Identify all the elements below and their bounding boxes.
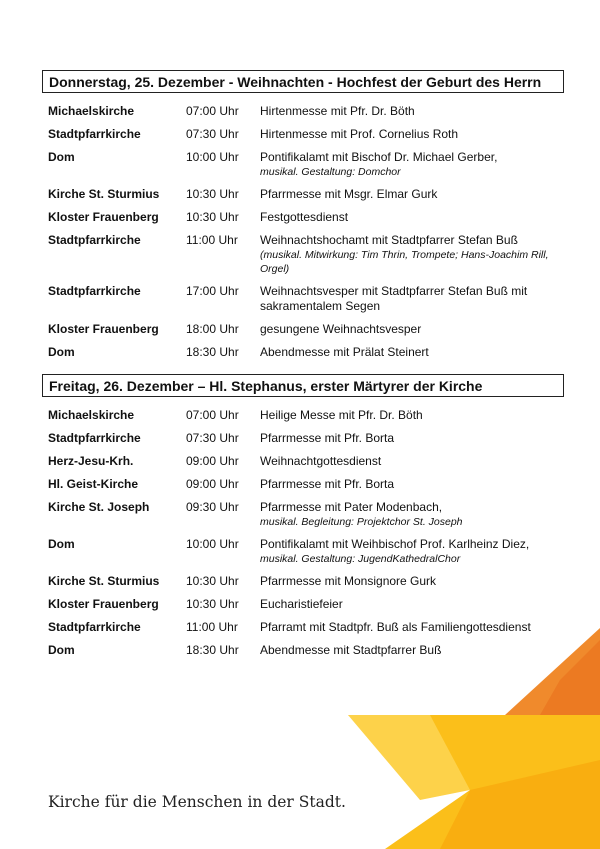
service-description [260, 537, 564, 566]
church-name: Kirche St. Joseph [48, 500, 150, 514]
schedule-row [42, 345, 564, 360]
schedule-row [42, 210, 564, 225]
schedule-row [42, 477, 564, 492]
service-title: Pfarrmesse mit Pater Modenbach, [260, 500, 443, 514]
service-time: 10:00 Uhr [186, 537, 239, 551]
church-name: Stadtpfarrkirche [48, 127, 141, 141]
schedule-list [42, 408, 564, 658]
church-name: Stadtpfarrkirche [48, 431, 141, 445]
music-note: musikal. Gestaltung: JugendKathedralChor [260, 553, 461, 565]
footer-slogan: Kirche für die Menschen in der Stadt. [48, 793, 346, 811]
schedule-row [42, 408, 564, 423]
schedule-section-stephanus [42, 374, 564, 666]
church-name: Michaelskirche [48, 408, 135, 422]
service-title: Pfarrmesse mit Monsignore Gurk [260, 574, 437, 588]
church-name: Kirche St. Sturmius [48, 574, 160, 588]
service-description [260, 150, 564, 179]
section-title: Freitag, 26. Dezember – Hl. Stephanus, erster Märtyrer der Kirche [42, 374, 564, 397]
service-time: 10:30 Uhr [186, 210, 239, 224]
service-title: Abendmesse mit Prälat Steinert [260, 345, 429, 359]
service-title: Hirtenmesse mit Pfr. Dr. Böth [260, 104, 415, 118]
service-time: 09:00 Uhr [186, 454, 239, 468]
church-name: Kloster Frauenberg [48, 322, 159, 336]
service-description [260, 431, 564, 446]
service-title: Pfarrmesse mit Msgr. Elmar Gurk [260, 187, 438, 201]
service-title: Pfarrmesse mit Pfr. Borta [260, 431, 395, 445]
church-name: Dom [48, 345, 75, 359]
service-description [260, 345, 564, 360]
service-description [260, 500, 564, 529]
schedule-row [42, 104, 564, 119]
service-description [260, 284, 564, 314]
service-title: Weihnachtgottesdienst [260, 454, 382, 468]
service-time: 07:30 Uhr [186, 127, 239, 141]
schedule-row [42, 454, 564, 469]
church-name: Kloster Frauenberg [48, 597, 159, 611]
service-title: Weihnachtshochamt mit Stadtpfarrer Stefan Buß [260, 233, 518, 247]
service-description [260, 454, 564, 469]
service-title: Heilige Messe mit Pfr. Dr. Böth [260, 408, 423, 422]
service-time: 10:30 Uhr [186, 597, 239, 611]
church-name: Dom [48, 537, 75, 551]
service-description [260, 104, 564, 119]
service-title: Eucharistiefeier [260, 597, 343, 611]
service-description [260, 210, 564, 225]
section-title: Donnerstag, 25. Dezember - Weihnachten - Hochfest der Geburt des Herrn [42, 70, 564, 93]
service-time: 11:00 Uhr [186, 620, 238, 634]
service-title: gesungene Weihnachtsvesper [260, 322, 422, 336]
service-time: 18:00 Uhr [186, 322, 239, 336]
schedule-row [42, 322, 564, 337]
service-time: 11:00 Uhr [186, 233, 238, 247]
service-description [260, 127, 564, 142]
service-description [260, 620, 564, 635]
schedule-list [42, 104, 564, 360]
service-description [260, 574, 564, 589]
service-title: Weihnachtsvesper mit Stadtpfarrer Stefan Buß mit sakramentalem Segen [260, 284, 528, 313]
service-title: Festgottesdienst [260, 210, 349, 224]
schedule-row [42, 597, 564, 612]
service-title: Pfarrmesse mit Pfr. Borta [260, 477, 395, 491]
service-time: 07:00 Uhr [186, 104, 239, 118]
service-title: Abendmesse mit Stadtpfarrer Buß [260, 643, 442, 657]
service-time: 07:30 Uhr [186, 431, 239, 445]
music-note: (musikal. Mitwirkung: Tim Thrin, Trompete; Hans-Joachim Rill, Orgel) [260, 249, 549, 275]
schedule-row [42, 643, 564, 658]
service-description [260, 233, 564, 276]
service-time: 07:00 Uhr [186, 408, 239, 422]
service-time: 10:30 Uhr [186, 187, 239, 201]
service-time: 09:30 Uhr [186, 500, 239, 514]
schedule-row [42, 233, 564, 276]
service-description [260, 322, 564, 337]
service-time: 09:00 Uhr [186, 477, 239, 491]
service-time: 10:30 Uhr [186, 574, 239, 588]
schedule-row [42, 127, 564, 142]
church-name: Stadtpfarrkirche [48, 620, 141, 634]
service-time: 18:30 Uhr [186, 345, 239, 359]
church-name: Kirche St. Sturmius [48, 187, 160, 201]
service-title: Pfarramt mit Stadtpfr. Buß als Familiengottesdienst [260, 620, 531, 634]
schedule-row [42, 431, 564, 446]
service-title: Pontifikalamt mit Weihbischof Prof. Karlheinz Diez, [260, 537, 530, 551]
church-name: Michaelskirche [48, 104, 135, 118]
schedule-row [42, 150, 564, 179]
schedule-row [42, 537, 564, 566]
schedule-row [42, 284, 564, 314]
music-note: musikal. Begleitung: Projektchor St. Joseph [260, 516, 463, 528]
church-name: Herz-Jesu-Krh. [48, 454, 134, 468]
music-note: musikal. Gestaltung: Domchor [260, 166, 401, 178]
service-time: 18:30 Uhr [186, 643, 239, 657]
schedule-section-christmas [42, 70, 564, 368]
service-time: 17:00 Uhr [186, 284, 239, 298]
service-title: Pontifikalamt mit Bischof Dr. Michael Gerber, [260, 150, 498, 164]
service-description [260, 643, 564, 658]
schedule-row [42, 500, 564, 529]
service-description [260, 597, 564, 612]
schedule-row [42, 187, 564, 202]
church-name: Stadtpfarrkirche [48, 233, 141, 247]
service-description [260, 187, 564, 202]
church-name: Hl. Geist-Kirche [48, 477, 139, 491]
schedule-row [42, 574, 564, 589]
church-name: Dom [48, 643, 75, 657]
service-title: Hirtenmesse mit Prof. Cornelius Roth [260, 127, 459, 141]
service-time: 10:00 Uhr [186, 150, 239, 164]
service-description [260, 477, 564, 492]
church-name: Dom [48, 150, 75, 164]
church-name: Stadtpfarrkirche [48, 284, 141, 298]
schedule-row [42, 620, 564, 635]
church-name: Kloster Frauenberg [48, 210, 159, 224]
service-description [260, 408, 564, 423]
